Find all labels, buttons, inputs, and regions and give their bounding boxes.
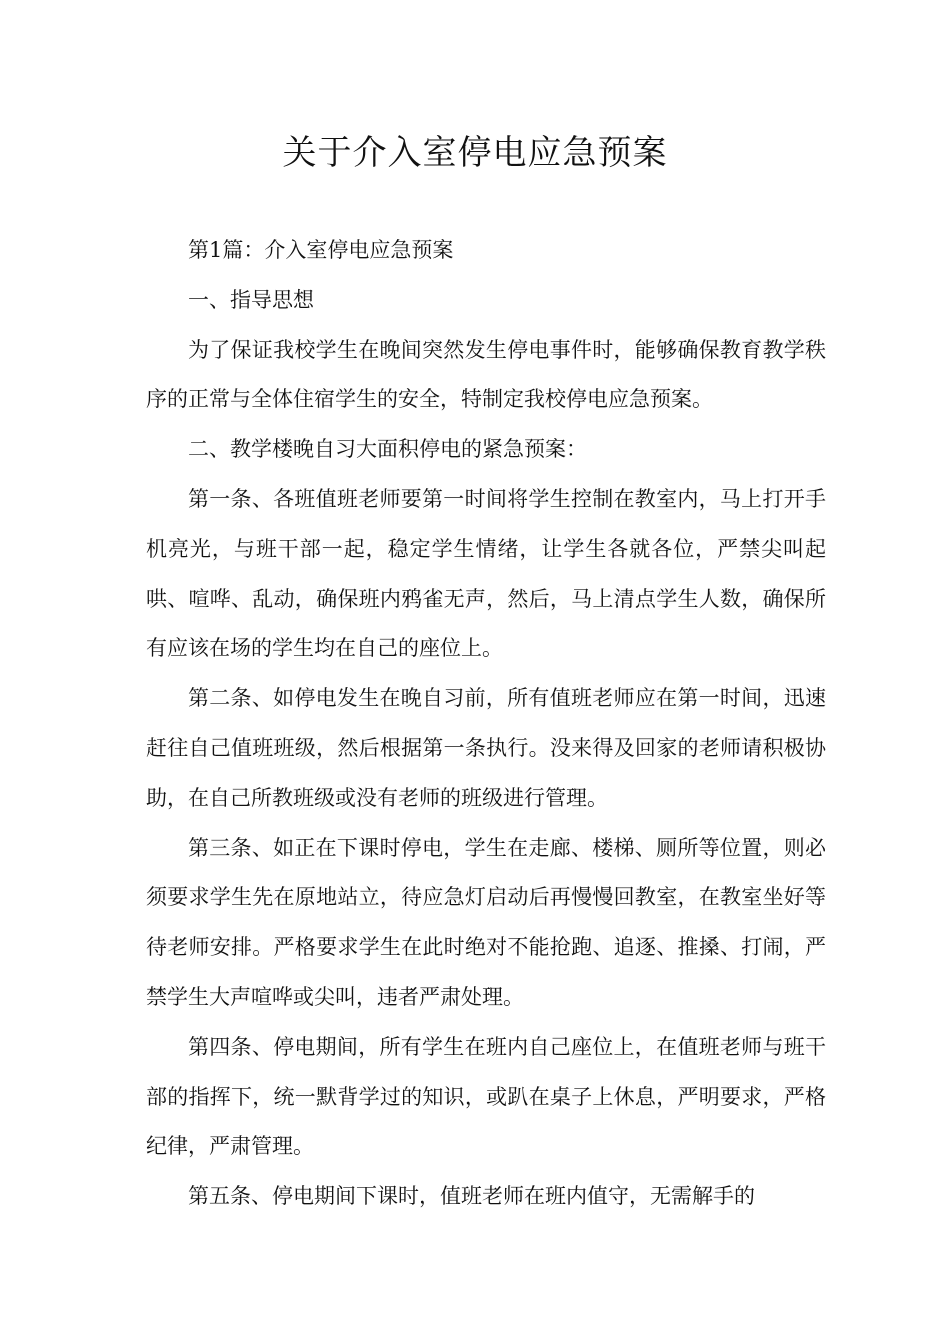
paragraph-article-3: 第三条、如正在下课时停电，学生在走廊、楼梯、厕所等位置，则必须要求学生先在原地站立，待应急灯启动后再慢慢回教室，在教室坐好等待老师安排。严格要求学生在此时绝对不能抢跑、追逐、推搡、打闹，严禁学生大声喧哗或尖叫，违者严肃处理。 <box>146 835 826 1009</box>
paragraph-article-2: 第二条、如停电发生在晚自习前，所有值班老师应在第一时间，迅速赶往自己值班班级，然后根据第一条执行。没来得及回家的老师请积极协助，在自己所教班级或没有老师的班级进行管理。 <box>146 686 826 810</box>
paragraph-article-5: 第五条、停电期间下课时，值班老师在班内值守，无需解手的 <box>188 1184 755 1209</box>
document-body <box>146 226 826 1222</box>
paragraph-section-heading-1: 一、指导思想 <box>188 287 314 312</box>
document-title: 关于介入室停电应急预案 <box>282 133 668 173</box>
paragraph-article-4: 第四条、停电期间，所有学生在班内自己座位上，在值班老师与班干部的指挥下，统一默背学过的知识，或趴在桌子上休息，严明要求，严格纪律，严肃管理。 <box>146 1034 826 1159</box>
paragraph-section-heading-2: 二、教学楼晚自习大面积停电的紧急预案： <box>188 437 587 462</box>
paragraph-article-1: 第一条、各班值班老师要第一时间将学生控制在教室内，马上打开手机亮光，与班干部一起，稳定学生情绪，让学生各就各位，严禁尖叫起哄、喧哗、乱动，确保班内鸦雀无声，然后，马上清点学生人数，确保所有应该在场的学生均在自己的座位上。 <box>146 486 826 661</box>
paragraph-purpose: 为了保证我校学生在晚间突然发生停电事件时，能够确保教育教学秩序的正常与全体住宿学生的安全，特制定我校停电应急预案。 <box>146 337 826 412</box>
paragraph-chapter-heading: 第1篇：介入室停电应急预案 <box>188 238 454 262</box>
